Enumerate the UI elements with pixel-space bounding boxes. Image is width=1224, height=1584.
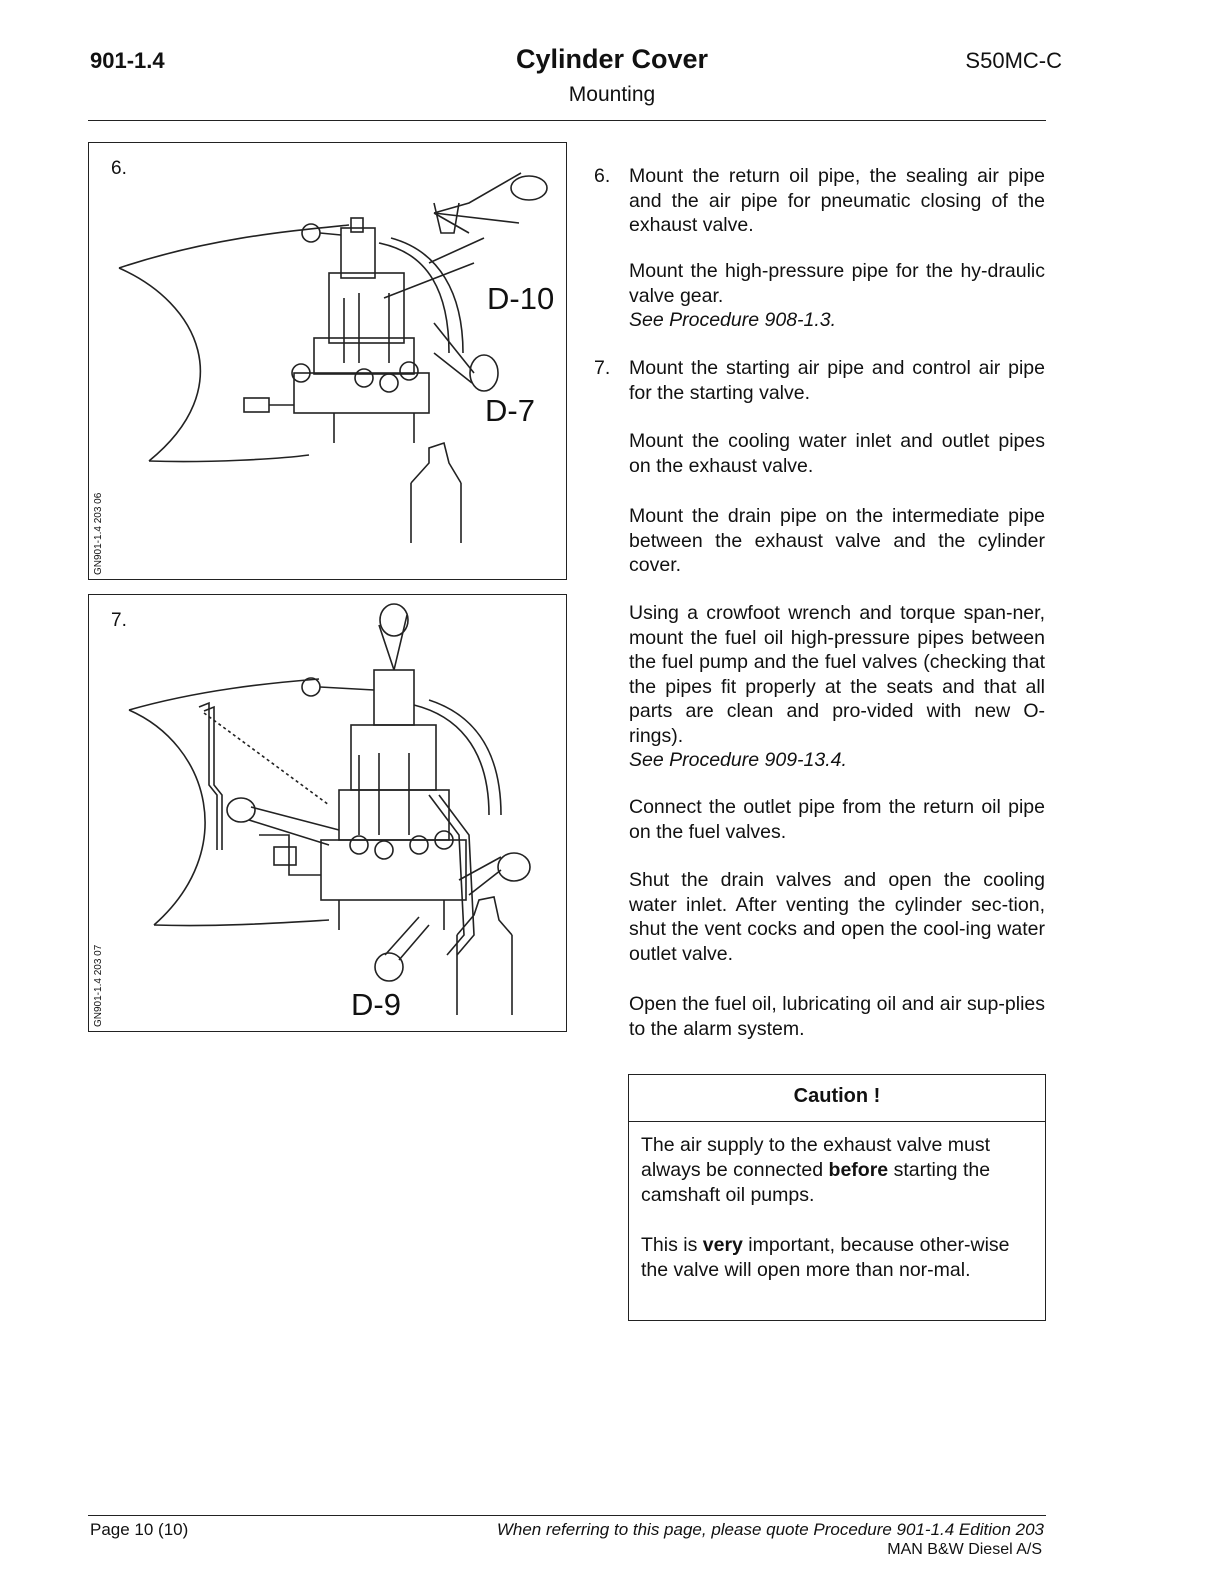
step-7-number: 7. [594,357,611,379]
step-7-para-4 [629,601,1045,773]
step-7-para-6-text: Shut the drain valves and open the cooling water inlet. After venting the cylinder sec-tion, shut the vent cocks and open the cool-ing water outlet valve. [629,869,1045,965]
figure-6-number: 6. [111,158,127,179]
figure-7-code: GN901-1.4 203 07 [93,944,104,1027]
footer-brand: MAN B&W Diesel A/S [887,1541,1042,1555]
step-7-para-7 [629,992,1045,1041]
caution-box [628,1074,1046,1321]
footer-divider [88,1515,1046,1516]
step-6-para-1 [629,164,1045,238]
caution-p1-after: starting the camshaft oil pumps. [641,1159,991,1206]
step-6-number: 6. [594,165,611,187]
step-7-para-5-text: Connect the outlet pipe from the return oil pipe on the fuel valves. [629,796,1045,843]
callout-d-9: D-9 [351,987,401,1022]
step-7-para-3-text: Mount the drain pipe on the intermediate pipe between the exhaust valve and the cylinder cover. [629,505,1045,576]
step-7-para-2-text: Mount the cooling water inlet and outlet pipes on the exhaust valve. [629,430,1045,477]
figure-7 [88,594,567,1032]
caution-paragraph-2 [641,1233,1033,1283]
step-7-para-3 [629,504,1045,578]
caution-p1-before: The air supply to the exhaust valve must always be connected [641,1134,991,1181]
callout-d-10: D-10 [487,281,555,316]
step-6-para-1-text: Mount the return oil pipe, the sealing air pipe and the air pipe for pneumatic closing of the exhaust valve. [629,165,1045,236]
footer-reference: When referring to this page, please quote Procedure 901-1.4 Edition 203 [496,1520,1044,1539]
page-subtitle: Mounting [568,83,656,106]
page-title: Cylinder Cover [515,44,709,74]
step-6-para-2 [629,259,1045,333]
engine-model: S50MC-C [965,48,1062,73]
step-7-para-6 [629,868,1045,966]
caution-title: Caution ! [793,1085,881,1107]
page-number: Page 10 (10) [90,1520,189,1539]
step-7-para-4-text: Using a crowfoot wrench and torque span-ner, mount the fuel oil high-pressure pipes between the fuel pump and the fuel valves (checking that the pipes fit properly at the seats and that all parts are clean and pro-vided with new O-rings). [629,602,1045,747]
caution-divider [629,1121,1045,1122]
figure-7-illustration [89,595,566,1031]
figure-6-code: GN901-1.4 203 06 [93,492,104,575]
procedure-text [629,0,1045,1060]
step-7-para-5 [629,795,1045,844]
caution-paragraph-1 [641,1133,1033,1208]
procedure-reference-908-1-3: See Procedure 908-1.3. [629,309,837,331]
figure-7-number: 7. [111,610,127,631]
callout-d-7: D-7 [485,393,535,428]
caution-p1-bold: before [828,1159,889,1181]
figure-6-illustration [89,143,566,579]
step-7-para-7-text: Open the fuel oil, lubricating oil and air sup-plies to the alarm system. [629,993,1045,1040]
procedure-reference-909-13-4: See Procedure 909-13.4. [629,749,847,771]
doc-number: 901-1.4 [90,48,165,73]
caution-p2-before: This is [641,1234,703,1256]
caution-p2-after: important, because other-wise the valve will open more than nor-mal. [641,1234,1010,1281]
step-7-para-1 [629,356,1045,405]
step-7-para-2 [629,429,1045,478]
step-6-para-2-text: Mount the high-pressure pipe for the hy-draulic valve gear. [629,260,1045,307]
step-7-para-1-text: Mount the starting air pipe and control air pipe for the starting valve. [629,357,1045,404]
caution-p2-bold: very [702,1234,743,1256]
figure-6 [88,142,567,580]
